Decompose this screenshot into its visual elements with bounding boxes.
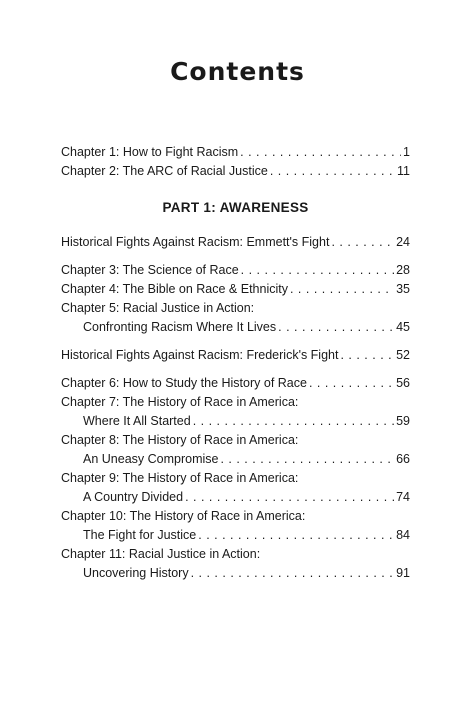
- toc-page-number: 35: [396, 282, 410, 296]
- toc-entry-title: Uncovering History: [83, 566, 189, 580]
- dot-leader: [309, 374, 394, 393]
- toc-entry-chapter-8-heading[interactable]: Chapter 8: The History of Race in America:: [61, 433, 299, 447]
- toc-entry-chapter-5[interactable]: [61, 318, 410, 337]
- toc-entry-title: Chapter 2: The ARC of Racial Justice: [61, 164, 268, 178]
- toc-entry-title: The Fight for Justice: [83, 528, 197, 542]
- toc-entry-fredericks-fight[interactable]: [61, 346, 410, 365]
- toc-page-number: 11: [397, 164, 410, 178]
- toc-entry-title: Chapter 3: The Science of Race: [61, 263, 239, 277]
- toc-entry-title: Historical Fights Against Racism: Frederick's Fight: [61, 348, 339, 362]
- dot-leader: [240, 143, 401, 162]
- toc-entry-chapter-8[interactable]: [61, 450, 410, 469]
- toc-page-number: 59: [396, 414, 410, 428]
- toc-page-number: 45: [396, 320, 410, 334]
- toc-entry-title: Chapter 1: How to Fight Racism: [61, 145, 239, 159]
- dot-leader: [191, 564, 395, 583]
- dot-leader: [185, 488, 394, 507]
- dot-leader: [278, 318, 394, 337]
- dot-leader: [270, 162, 395, 181]
- page-title: Contents: [170, 57, 305, 86]
- toc-page-number: 24: [396, 235, 410, 249]
- toc-entry-chapter-2[interactable]: [61, 162, 410, 181]
- dot-leader: [220, 450, 394, 469]
- toc-entry-chapter-9-heading[interactable]: Chapter 9: The History of Race in America:: [61, 471, 299, 485]
- toc-entry-chapter-6[interactable]: [61, 374, 410, 393]
- toc-page-number: 1: [403, 145, 410, 159]
- toc-page-number: 91: [396, 566, 410, 580]
- toc-page-number: 52: [396, 348, 410, 362]
- toc-entry-chapter-4[interactable]: [61, 280, 410, 299]
- toc-entry-chapter-10[interactable]: [61, 526, 410, 545]
- toc-page-number: 84: [396, 528, 410, 542]
- toc-entry-chapter-7[interactable]: [61, 412, 410, 431]
- toc-page-number: 28: [396, 263, 410, 277]
- dot-leader: [241, 261, 394, 280]
- toc-entry-title: Chapter 4: The Bible on Race & Ethnicity: [61, 282, 288, 296]
- toc-entry-chapter-7-heading[interactable]: Chapter 7: The History of Race in America:: [61, 395, 299, 409]
- dot-leader: [290, 280, 394, 299]
- toc-entry-title: Chapter 6: How to Study the History of Race: [61, 376, 307, 390]
- dot-leader: [340, 346, 394, 365]
- dot-leader: [193, 412, 394, 431]
- dot-leader: [331, 233, 394, 252]
- toc-entry-chapter-11[interactable]: [61, 564, 410, 583]
- toc-entry-title: Historical Fights Against Racism: Emmett's Fight: [61, 235, 330, 249]
- toc-entry-title: Confronting Racism Where It Lives: [83, 320, 277, 334]
- toc-page-number: 56: [396, 376, 410, 390]
- toc-entry-title: A Country Divided: [83, 490, 184, 504]
- toc-entry-chapter-3[interactable]: [61, 261, 410, 280]
- toc-entry-title: An Uneasy Compromise: [83, 452, 219, 466]
- toc-entry-chapter-11-heading[interactable]: Chapter 11: Racial Justice in Action:: [61, 547, 261, 561]
- dot-leader: [198, 526, 394, 545]
- toc-entry-chapter-10-heading[interactable]: Chapter 10: The History of Race in America:: [61, 509, 306, 523]
- toc-entry-chapter-1[interactable]: [61, 143, 410, 162]
- toc-entry-emmetts-fight[interactable]: [61, 233, 410, 252]
- toc-page-number: 66: [396, 452, 410, 466]
- toc-entry-chapter-9[interactable]: [61, 488, 410, 507]
- toc-page-number: 74: [396, 490, 410, 504]
- toc-entry-title: Where It All Started: [83, 414, 191, 428]
- table-of-contents: [61, 143, 410, 583]
- part-heading: PART 1: AWARENESS: [162, 200, 309, 215]
- toc-entry-chapter-5-heading[interactable]: Chapter 5: Racial Justice in Action:: [61, 301, 255, 315]
